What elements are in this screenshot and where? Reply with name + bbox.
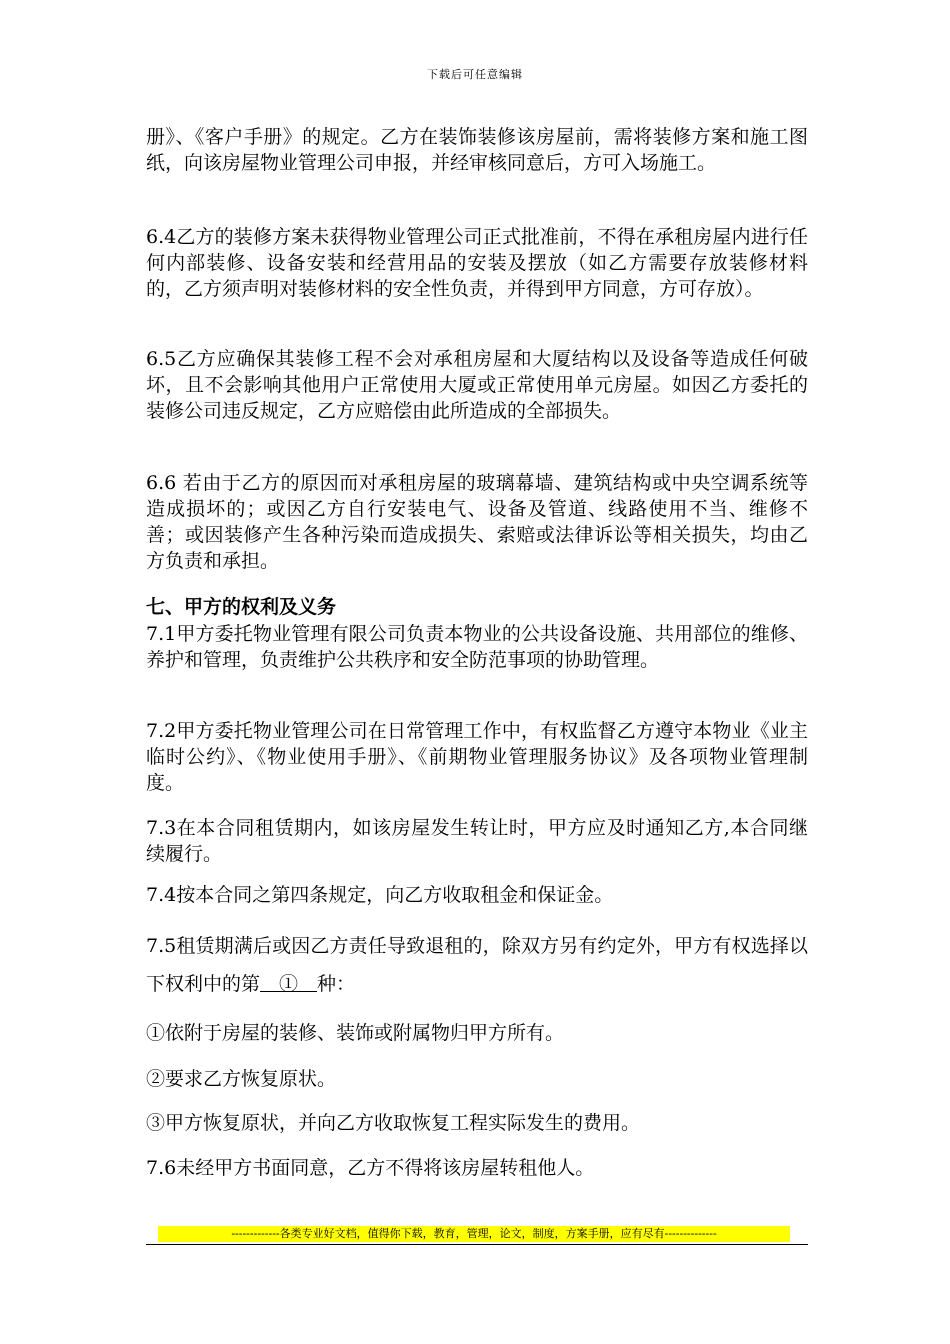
footer-rule: [146, 1244, 808, 1245]
section-heading-7: 七、甲方的权利及义务: [146, 596, 337, 618]
page-header: 下载后可任意编辑: [427, 68, 523, 81]
paragraph-7-5-text: 7.5租赁期满后或因乙方责任导致退租的，除双方另有约定外，甲方有权选择以下权利中的第: [146, 935, 808, 995]
paragraph-7-1: 7.1甲方委托物业管理有限公司负责本物业的公共设备设施、共用部位的维修、养护和管理，负责维护公共秩序和安全防范事项的协助管理。: [146, 623, 808, 671]
paragraph-7-4: 7.4按本合同之第四条规定，向乙方收取租金和保证金。: [146, 884, 614, 906]
choice-blank: ①: [260, 973, 318, 995]
option-3: ③甲方恢复原状，并向乙方收取恢复工程实际发生的费用。: [146, 1112, 641, 1134]
paragraph-6-5: 6.5乙方应确保其装修工程不会对承租房屋和大厦结构以及设备等造成任何破坏，且不会影响其他用户正常使用大厦或正常使用单元房屋。如因乙方委托的装修公司违反规定，乙方应赔偿由此所造成的全部损失。: [146, 348, 808, 422]
option-1: ①依附于房屋的装修、装饰或附属物归甲方所有。: [146, 1022, 565, 1044]
paragraph-7-3: 7.3在本合同租赁期内，如该房屋发生转让时，甲方应及时通知乙方,本合同继续履行。: [146, 817, 808, 865]
paragraph-7-5: [146, 927, 808, 1003]
option-2: ②要求乙方恢复原状。: [146, 1068, 337, 1090]
paragraph-6-6: 6.6 若由于乙方的原因而对承租房屋的玻璃幕墙、建筑结构或中央空调系统等造成损坏的；或因乙方自行安装电气、设备及管道、线路使用不当、维修不善；或因装修产生各种污染而造成损失、索赔或法律诉讼等相关损失，均由乙方负责和承担。: [146, 472, 808, 572]
paragraph-7-5-end: 种：: [317, 973, 356, 995]
paragraph-7-6: 7.6未经甲方书面同意，乙方不得将该房屋转租他人。: [146, 1157, 595, 1179]
footer-banner: -------------各类专业好文档，值得你下载，教育，管理，论文，制度，方案手册，应有尽有--------------: [158, 1226, 790, 1242]
paragraph-7-2: 7.2甲方委托物业管理公司在日常管理工作中，有权监督乙方遵守本物业《业主临时公约》、《物业使用手册》、《前期物业管理服务协议》及各项物业管理制度。: [146, 720, 808, 794]
paragraph-6-4: 6.4乙方的装修方案未获得物业管理公司正式批准前，不得在承租房屋内进行任何内部装修、设备安装和经营用品的安装及摆放（如乙方需要存放装修材料的，乙方须声明对装修材料的安全性负责，并得到甲方同意，方可存放）。: [146, 226, 808, 300]
paragraph-6-3-cont: 册》、《客户手册》的规定。乙方在装饰装修该房屋前，需将装修方案和施工图纸，向该房屋物业管理公司申报，并经审核同意后，方可入场施工。: [146, 126, 808, 174]
